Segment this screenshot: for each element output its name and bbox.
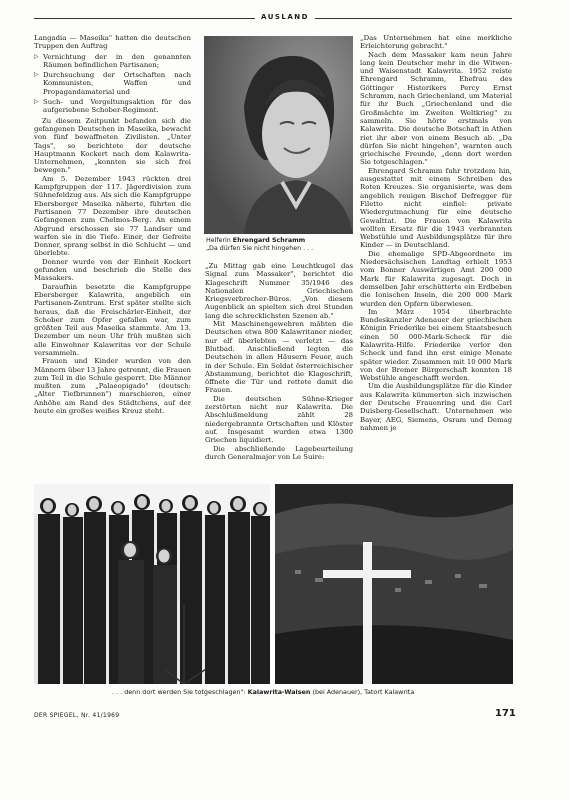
caption-name: Ehrengard Schramm (232, 237, 306, 244)
caption-left-note: (bei Adenauer), (312, 688, 363, 696)
bullet-item (34, 71, 191, 96)
triangle-bullet-icon: ▷ (34, 71, 39, 79)
triangle-bullet-icon: ▷ (34, 52, 39, 60)
caption-quote: . . . denn dort werden Sie totgeschlagen": (112, 688, 246, 696)
caption-prefix: Helferin (206, 237, 231, 244)
caption-quote: „Da dürfen Sie nicht hingehen . . . (206, 245, 314, 252)
portrait-caption (206, 237, 354, 253)
column2-paragraph: Mit Maschinengewehren mähten die Deutschen etwa 800 Kalawritaner nieder, nur elf überlebten — verletzt — das Blutbad. Anschließend legten die Deutschen in allen Häusern Feuer, auch in der Schule. Ein Soldat österreichischer Abstammung, berichtet die Klageschrift, öffnete die Tür und rettete damit die Frauen. (205, 320, 353, 395)
column2-paragraph: „Zu Mittag gab eine Leuchtkugel das Signal zum Massaker", berichtet die Klageschrift Nummer 35/1946 des Nationalen Griechischen Kriegsverbrecher-Büros. „Von diesem Augenblick an spielten sich drei Stunden lang die schrecklichsten Szenen ab." (205, 262, 353, 320)
column1-paragraph: Daraufhin besetzte die Kampfgruppe Ebersberger Kalawrita, angeblich ein Partisanen-Zentrum. Erst später stellte sich heraus, daß die Freischärler-Einheit, der Schober zum Opfer gefallen war, zum größten Teil aus Maseika stammte. Am 13. Dezember um neun Uhr früh mußten sich alle Einwohner Kalawritas vor der Schule versammeln. (34, 282, 191, 357)
column3-paragraph: Um die Ausbildungsplätze für die Kinder aus Kalawrita kümmerten sich inzwischen der Deutsche Frauenring und die Carl Duisberg-Gesellschaft. Unternehmen wie Bayer, AEG, Siemens, Osram und Demag nahmen je (360, 382, 512, 432)
photo-caption (112, 688, 532, 696)
column3-paragraph: Die ehemalige SPD-Abgeordnete im Niedersächsischen Landtag erhielt 1953 vom Bonner Auswärtigen Amt 200 000 Mark für Kalawrita zugesagt. Doch in demselben Jahr erschütterte ein Erdbeben die Ionischen Inseln, die 200 000 Mark wurden den Opfern überwiesen. (360, 249, 512, 308)
section-title: AUSLAND (255, 13, 315, 21)
portrait-photo (204, 36, 353, 234)
column1-paragraph: Zu diesem Zeitpunkt befanden sich die gefangenen Deutschen in Maseika, bewacht von fünf bewaffneten Zivilisten. „Unter Tags", so berichtete der deutsche Hauptmann Kockert nach dem Kalawrita-Unternehmen, „konnten sie sich frei bewegen." (34, 116, 191, 175)
portrait-illustration (204, 36, 353, 234)
column3-paragraph: Ehrengard Schramm fuhr trotzdem hin, ausgestattet mit einem Schreiben des Roten Kreuzes. Sie organisierte, was dem angeblich reuigen Bischof Defregger für Filetto nicht einfiel: private Wiedergutmachung für eine deutsche Gewalttat. Die Frauen von Kalawrita wollten Ersatz für die 1943 verbrannten Webstühle und Ausbildungsplätze für ihre Kinder — in Deutschland. (360, 166, 512, 250)
column2-paragraph: Die abschließende Lagebeurteilung durch Generalmajor von Le Suire: (205, 444, 353, 461)
cross-landscape-illustration (275, 484, 513, 684)
column3-paragraph: „Das Unternehmen hat eine merkliche Erleichterung gebracht." (360, 34, 512, 51)
page-number: 171 (495, 708, 516, 719)
bullet-text: Durchsuchung der Ortschaften nach Kommunisten, Waffen und Propagandamaterial und (43, 71, 191, 96)
article-column-2 (205, 262, 353, 461)
caption-right-label: Tatort Kalawrita (364, 688, 415, 696)
column1-paragraph: Donner wurde von der Einheit Kockert gefunden und beschrieb die Stelle des Massakers. (34, 257, 191, 283)
article-column-1 (34, 34, 191, 415)
column1-paragraph: Am 5. Dezember 1943 rückten drei Kampfgruppen der 117. Jägerdivision zum Sühnefeldzug aus. Als sich die Kampfgruppe Ebersberger Maseika näherte, führten die Partisanen 77 Dezember ihre deutschen Gefangenen zum Chelmos-Berg. An einem Abgrund erschossen sie 77 Landser und warfen sie in die Tiefe. Einer, der Gefreite Donner, sprang selbst in die Schlucht — und überlebte. (34, 174, 191, 258)
bullet-item (34, 98, 191, 115)
column3-paragraph: Im März 1954 überbrachte Bundeskanzler Adenauer der griechischen Königin Friederike bei einem Staatsbesuch einen 50 000-Mark-Scheck für die Kalawrita-Hilfe. Friederike verlor den Scheck und fand ihn erst einige Monate später wieder. Zusammen mit 10 000 Mark von der Bremer Bürgerschaft konnten 18 Webstühle angeschafft werden. (360, 307, 512, 383)
orphans-group-photo (34, 484, 270, 684)
triangle-bullet-icon: ▷ (34, 98, 39, 106)
bullet-item (34, 53, 191, 70)
column3-paragraph: Nach dem Massaker kam neun Jahre lang kein Deutscher mehr in die Witwen- und Waisenstadt Kalawrita. 1952 reiste Ehrengard Schramm, Ehefrau des Göttinger Historikers Percy Ernst Schramm, nach Griechenland, um Material für ihr Buch „Griechenland und die Großmächte im Zweiten Weltkrieg" zu sammeln. Sie hörte erstmals von Kalawrita. Die deutsche Botschaft in Athen riet ihr aber von einem Besuch ab. „Da dürfen Sie nicht hingehen", warnten auch griechische Freunde, „denn dort werden Sie totgeschlagen." (360, 50, 512, 167)
orphans-group-illustration (34, 484, 270, 684)
column1-intro: Langadia — Maseika" hatten die deutschen Truppen den Auftrag (34, 34, 191, 51)
article-column-3 (360, 34, 512, 432)
column2-paragraph: Die deutschen Sühne-Krieger zerstörten nicht nur Kalawrita. Die Abschlußmeldung zählt 28 niedergebrannte Ortschaften und Klöster auf. Insgesamt wurden etwa 1300 Griechen liquidiert. (205, 394, 353, 445)
bullet-text: Such- und Vergeltungsaktion für das aufgeriebene Schober-Regiment. (43, 98, 191, 115)
magazine-issue: DER SPIEGEL, Nr. 41/1969 (34, 712, 120, 719)
column1-paragraph: Frauen und Kinder wurden von den Männern über 13 Jahre getrennt, die Frauen zum Teil in die Schule gesperrt. Die Männer mußten zum „Palaeopigado" (deutsch: „Alter Tiefbrunnen") marschieren, einer Anhöhe am Rand des Städtchens, auf der heute ein großes weißes Kreuz steht. (34, 357, 191, 416)
section-header (0, 13, 570, 21)
bullet-text: Vernichtung der in den genannten Räumen befindlichen Partisanen; (43, 52, 191, 69)
caption-left-label: Kalawrita-Waisen (247, 688, 311, 696)
kalawrita-cross-photo (275, 484, 513, 684)
